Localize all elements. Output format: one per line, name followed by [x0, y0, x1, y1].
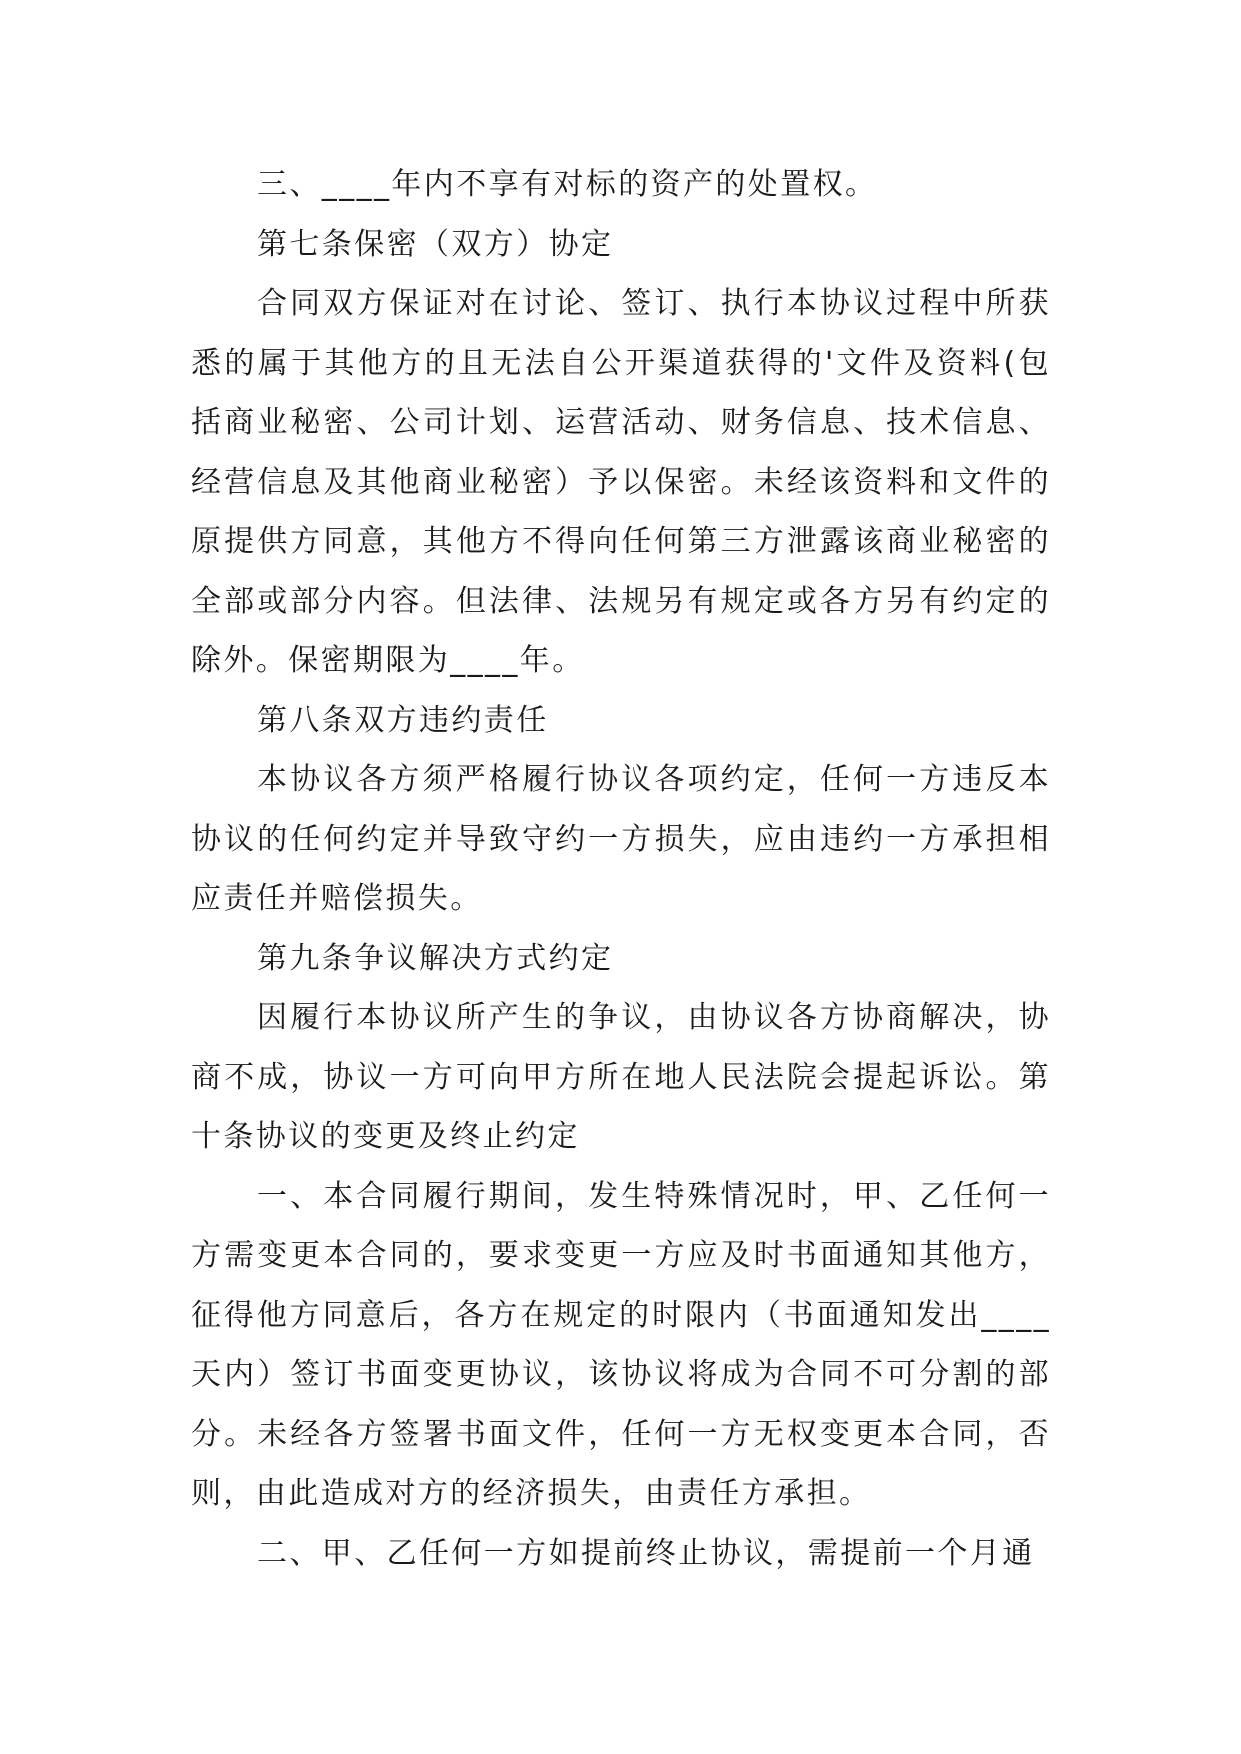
- article-nine-heading: 第九条争议解决方式约定: [257, 940, 614, 976]
- document-body: [191, 155, 1051, 1583]
- article-seven-heading: 第七条保密（双方）协定: [257, 226, 614, 262]
- breach-liability-paragraph: 本协议各方须严格履行协议各项约定，任何一方违反本协议的任何约定并导致守约一方损失，应由违约一方承担相应责任并赔偿损失。: [191, 762, 1051, 916]
- confidentiality-paragraph: 合同双方保证对在讨论、签订、执行本协议过程中所获悉的属于其他方的且无法自公开渠道获得的'文件及资料(包括商业秘密、公司计划、运营活动、财务信息、技术信息、经营信息及其他商业秘密）予以保密。未经该资料和文件的原提供方同意，其他方不得向任何第三方泄露该商业秘密的全部或部分内容。但法律、法规另有规定或各方另有约定的除外。保密期限为____年。: [191, 286, 1051, 678]
- early-termination-paragraph: 二、甲、乙任何一方如提前终止协议，需提前一个月通: [257, 1535, 1035, 1571]
- clause-item-three: 三、____年内不享有对标的资产的处置权。: [257, 167, 878, 202]
- contract-change-paragraph: 一、本合同履行期间，发生特殊情况时，甲、乙任何一方需变更本合同的，要求变更一方应及时书面通知其他方，征得他方同意后，各方在规定的时限内（书面通知发出____天内）签订书面变更协议，该协议将成为合同不可分割的部分。未经各方签署书面文件，任何一方无权变更本合同，否则，由此造成对方的经济损失，由责任方承担。: [191, 1178, 1051, 1511]
- dispute-resolution-paragraph: 因履行本协议所产生的争议，由协议各方协商解决，协商不成，协议一方可向甲方所在地人民法院会提起诉讼。第十条协议的变更及终止约定: [191, 1000, 1051, 1154]
- article-eight-heading: 第八条双方违约责任: [257, 702, 549, 738]
